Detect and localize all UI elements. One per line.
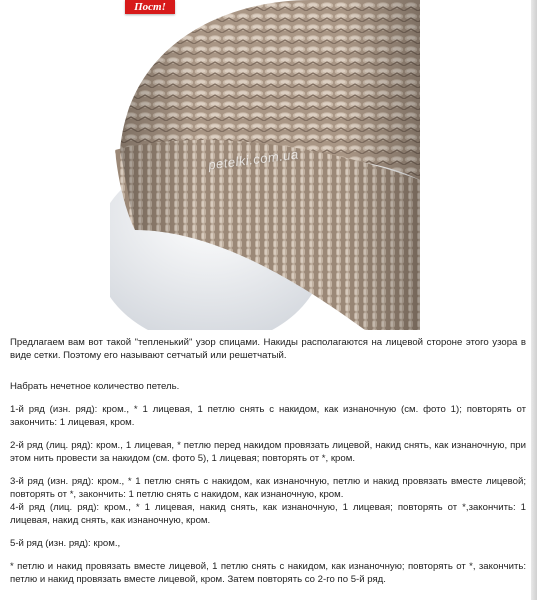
page-scroll-edge: [531, 0, 537, 600]
post-badge: Пост!: [125, 0, 175, 14]
repeat-paragraph: * петлю и накид провязать вместе лицевой, 1 петлю снять с накидом, как изнаночную; повторять от *, закончить: петлю и накид провязать вместе лицевой, кром. Затем повторять со 2-го по 5-й ряд.: [10, 561, 526, 585]
article-text: [10, 336, 526, 596]
intro-paragraph: Предлагаем вам вот такой "тепленький" узор спицами. Накиды располагаются на лицевой стороне этого узора в виде сетки. Поэтому его называют сетчатый или решетчатый.: [10, 337, 526, 361]
row-3-paragraph: 3-й ряд (изн. ряд): кром., * 1 петлю снять с накидом, как изнаночную, петлю и накид провязать вместе лицевой; повторять от *, закончить: 1 петлю снять с накидом, как изнаночную, кром.: [10, 476, 526, 500]
watermark: petelki.com.ua: [207, 146, 300, 173]
cast-on-paragraph: Набрать нечетное количество петель.: [10, 381, 180, 392]
row-1-paragraph: 1-й ряд (изн. ряд): кром., * 1 лицевая, 1 петлю снять с накидом, как изнаночную (см. фото 1); повторять от закончить: 1 лицевая, кром.: [10, 404, 526, 428]
row-2-paragraph: 2-й ряд (лиц. ряд): кром., 1 лицевая, * петлю перед накидом провязать лицевой, накид снять, как изнаночную, при этом нить провести за накидом (см. фото 5), 1 лицевая; повторять от *, кром.: [10, 440, 526, 464]
row-4-paragraph: 4-й ряд (лиц. ряд): кром., * 1 лицевая, накид снять, как изнаночную, 1 лицевая; повторять от *,закончить: 1 лицевая, накид снять, как изнаночную, кром.: [10, 502, 526, 526]
row-5-paragraph: 5-й ряд (изн. ряд): кром.,: [10, 538, 121, 549]
